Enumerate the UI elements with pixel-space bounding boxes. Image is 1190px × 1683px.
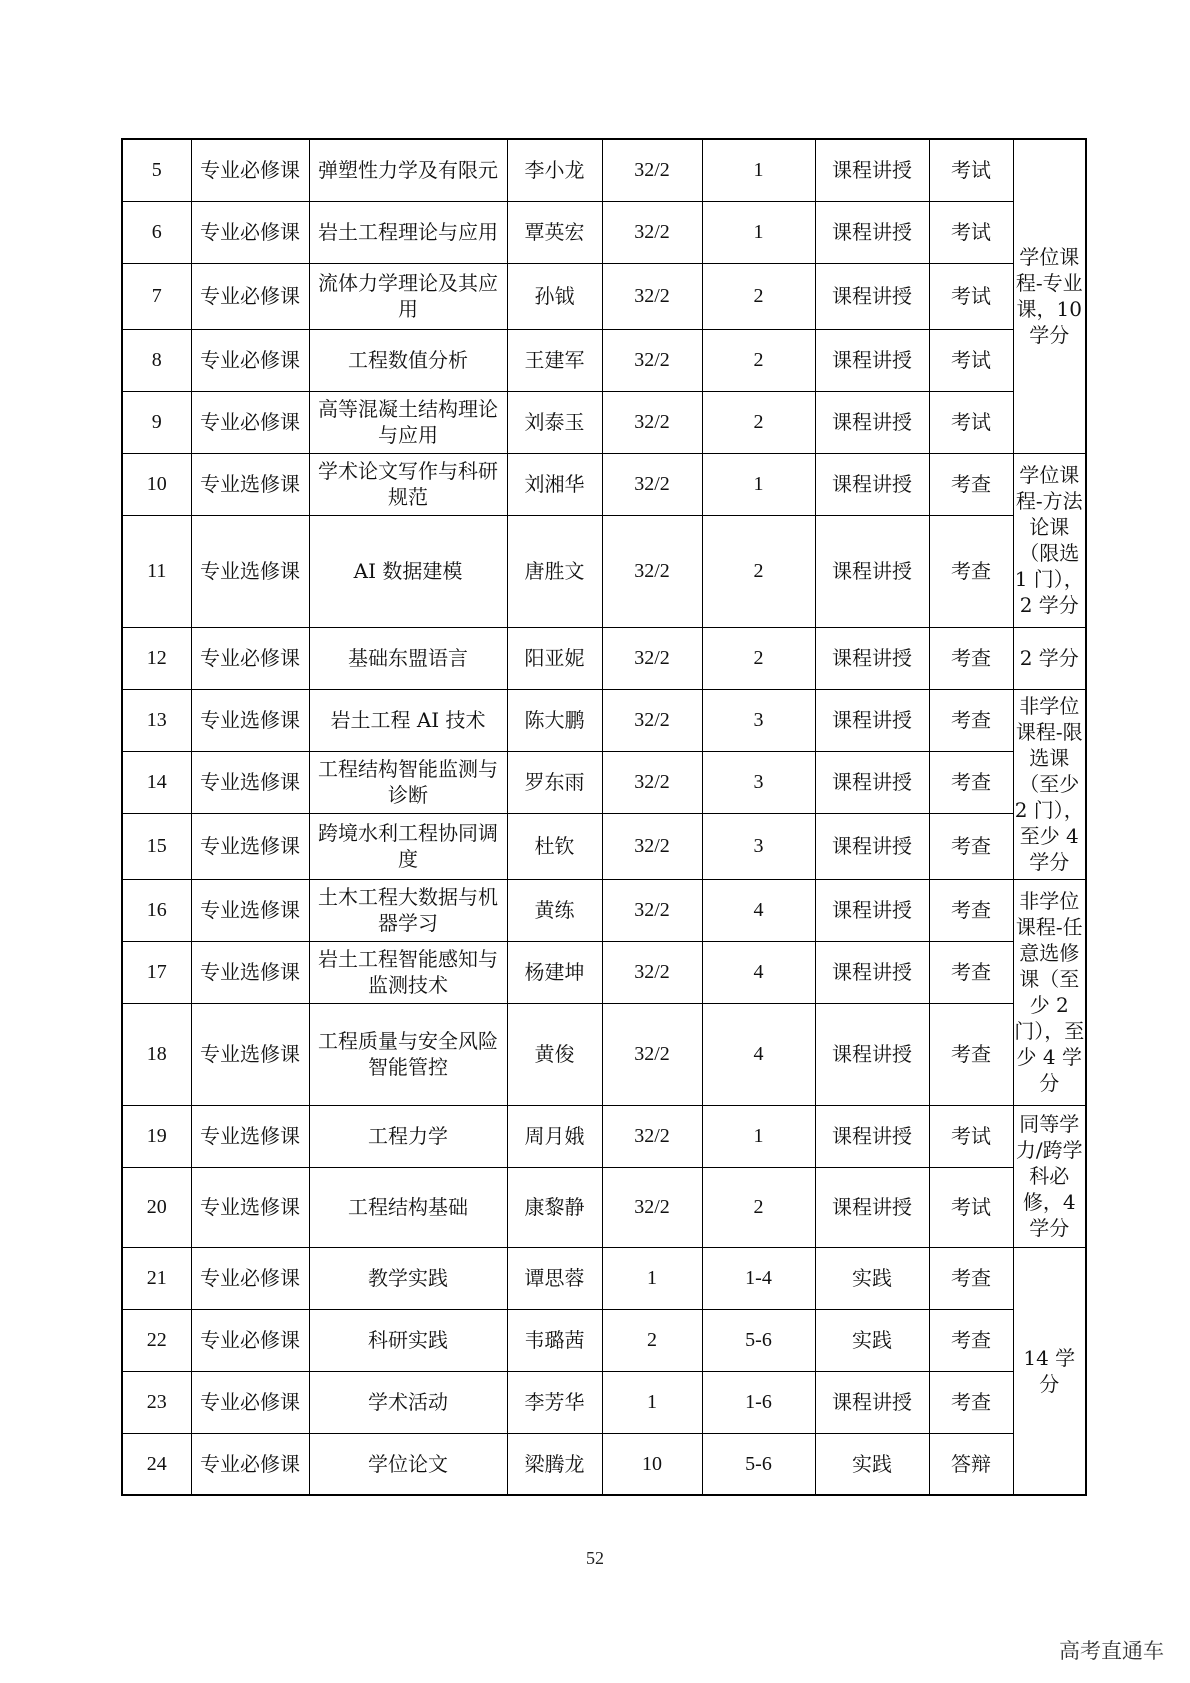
teaching-method-cell: 课程讲授	[815, 201, 929, 263]
credit-note-cell: 非学位课程-任意选修课（至少 2 门），至少 4 学分	[1013, 879, 1086, 1105]
course-name-cell: 学术论文写作与科研规范	[309, 453, 507, 515]
course-name-cell: 工程结构智能监测与诊断	[309, 751, 507, 813]
course-no-cell: 14	[122, 751, 191, 813]
teacher-name-cell: 黄俊	[507, 1003, 602, 1105]
hours-credits-cell: 32/2	[602, 263, 702, 329]
course-name-cell: 教学实践	[309, 1247, 507, 1309]
page-number: 52	[586, 1548, 604, 1568]
semester-cell: 3	[702, 751, 815, 813]
teacher-name-cell: 黄练	[507, 879, 602, 941]
hours-credits-cell: 32/2	[602, 1003, 702, 1105]
teaching-method-cell: 课程讲授	[815, 689, 929, 751]
course-name-cell: 工程数值分析	[309, 329, 507, 391]
teacher-name-cell: 李芳华	[507, 1371, 602, 1433]
credit-note-cell: 同等学力/跨学科必修，4 学分	[1013, 1105, 1086, 1247]
assessment-method-cell: 考试	[929, 201, 1013, 263]
table-row	[122, 1167, 1086, 1247]
table-row	[122, 263, 1086, 329]
teacher-name-cell: 杨建坤	[507, 941, 602, 1003]
hours-credits-cell: 32/2	[602, 879, 702, 941]
course-no-cell: 7	[122, 263, 191, 329]
semester-cell: 1	[702, 1105, 815, 1167]
semester-cell: 1-6	[702, 1371, 815, 1433]
assessment-method-cell: 考试	[929, 391, 1013, 453]
table-row	[122, 941, 1086, 1003]
teacher-name-cell: 唐胜文	[507, 515, 602, 627]
hours-credits-cell: 1	[602, 1247, 702, 1309]
course-type-cell: 专业必修课	[191, 329, 309, 391]
hours-credits-cell: 32/2	[602, 751, 702, 813]
hours-credits-cell: 32/2	[602, 139, 702, 201]
semester-cell: 1	[702, 201, 815, 263]
course-type-cell: 专业选修课	[191, 453, 309, 515]
assessment-method-cell: 考查	[929, 879, 1013, 941]
course-no-cell: 20	[122, 1167, 191, 1247]
semester-cell: 2	[702, 391, 815, 453]
table-row	[122, 879, 1086, 941]
course-no-cell: 12	[122, 627, 191, 689]
teacher-name-cell: 王建军	[507, 329, 602, 391]
semester-cell: 1-4	[702, 1247, 815, 1309]
teacher-name-cell: 罗东雨	[507, 751, 602, 813]
course-type-cell: 专业选修课	[191, 1003, 309, 1105]
course-type-cell: 专业选修课	[191, 1167, 309, 1247]
hours-credits-cell: 10	[602, 1433, 702, 1495]
hours-credits-cell: 32/2	[602, 941, 702, 1003]
table-row	[122, 689, 1086, 751]
course-type-cell: 专业选修课	[191, 941, 309, 1003]
course-name-cell: 岩土工程理论与应用	[309, 201, 507, 263]
course-name-cell: 高等混凝土结构理论与应用	[309, 391, 507, 453]
hours-credits-cell: 32/2	[602, 453, 702, 515]
assessment-method-cell: 考查	[929, 1003, 1013, 1105]
semester-cell: 2	[702, 515, 815, 627]
teacher-name-cell: 周月娥	[507, 1105, 602, 1167]
table-row	[122, 329, 1086, 391]
course-no-cell: 6	[122, 201, 191, 263]
course-no-cell: 21	[122, 1247, 191, 1309]
course-type-cell: 专业必修课	[191, 1247, 309, 1309]
hours-credits-cell: 32/2	[602, 1167, 702, 1247]
teaching-method-cell: 课程讲授	[815, 751, 929, 813]
hours-credits-cell: 32/2	[602, 627, 702, 689]
teaching-method-cell: 课程讲授	[815, 1003, 929, 1105]
teaching-method-cell: 课程讲授	[815, 813, 929, 879]
course-no-cell: 8	[122, 329, 191, 391]
teacher-name-cell: 梁腾龙	[507, 1433, 602, 1495]
table-row	[122, 515, 1086, 627]
teaching-method-cell: 课程讲授	[815, 879, 929, 941]
assessment-method-cell: 考试	[929, 1105, 1013, 1167]
teacher-name-cell: 覃英宏	[507, 201, 602, 263]
semester-cell: 1	[702, 139, 815, 201]
course-name-cell: 跨境水利工程协同调度	[309, 813, 507, 879]
hours-credits-cell: 32/2	[602, 391, 702, 453]
teaching-method-cell: 课程讲授	[815, 391, 929, 453]
course-type-cell: 专业选修课	[191, 689, 309, 751]
course-type-cell: 专业必修课	[191, 139, 309, 201]
course-no-cell: 24	[122, 1433, 191, 1495]
course-name-cell: 基础东盟语言	[309, 627, 507, 689]
table-row	[122, 1371, 1086, 1433]
course-no-cell: 11	[122, 515, 191, 627]
assessment-method-cell: 答辩	[929, 1433, 1013, 1495]
course-table	[121, 138, 1087, 1496]
teacher-name-cell: 谭思蓉	[507, 1247, 602, 1309]
table-row	[122, 1003, 1086, 1105]
teacher-name-cell: 陈大鹏	[507, 689, 602, 751]
course-type-cell: 专业必修课	[191, 391, 309, 453]
course-name-cell: 流体力学理论及其应用	[309, 263, 507, 329]
course-no-cell: 13	[122, 689, 191, 751]
semester-cell: 1	[702, 453, 815, 515]
course-no-cell: 15	[122, 813, 191, 879]
credit-note-cell: 学位课程-方法论课（限选 1 门），2 学分	[1013, 453, 1086, 627]
assessment-method-cell: 考查	[929, 1371, 1013, 1433]
teacher-name-cell: 阳亚妮	[507, 627, 602, 689]
assessment-method-cell: 考试	[929, 139, 1013, 201]
semester-cell: 3	[702, 689, 815, 751]
course-no-cell: 5	[122, 139, 191, 201]
teaching-method-cell: 课程讲授	[815, 1167, 929, 1247]
course-name-cell: 科研实践	[309, 1309, 507, 1371]
course-type-cell: 专业选修课	[191, 879, 309, 941]
semester-cell: 2	[702, 1167, 815, 1247]
teaching-method-cell: 课程讲授	[815, 329, 929, 391]
semester-cell: 2	[702, 263, 815, 329]
teaching-method-cell: 课程讲授	[815, 627, 929, 689]
teaching-method-cell: 实践	[815, 1433, 929, 1495]
hours-credits-cell: 32/2	[602, 689, 702, 751]
course-no-cell: 10	[122, 453, 191, 515]
course-name-cell: 学位论文	[309, 1433, 507, 1495]
course-name-cell: 岩土工程智能感知与监测技术	[309, 941, 507, 1003]
teacher-name-cell: 韦璐茜	[507, 1309, 602, 1371]
teaching-method-cell: 实践	[815, 1247, 929, 1309]
assessment-method-cell: 考查	[929, 689, 1013, 751]
credit-note-cell: 学位课程-专业课，10 学分	[1013, 139, 1086, 453]
teaching-method-cell: 课程讲授	[815, 1371, 929, 1433]
semester-cell: 4	[702, 941, 815, 1003]
course-type-cell: 专业必修课	[191, 1371, 309, 1433]
course-name-cell: 工程力学	[309, 1105, 507, 1167]
table-row	[122, 1309, 1086, 1371]
hours-credits-cell: 1	[602, 1371, 702, 1433]
course-name-cell: 土木工程大数据与机器学习	[309, 879, 507, 941]
teaching-method-cell: 课程讲授	[815, 453, 929, 515]
course-name-cell: 工程结构基础	[309, 1167, 507, 1247]
semester-cell: 5-6	[702, 1309, 815, 1371]
credit-note-cell: 14 学分	[1013, 1247, 1086, 1495]
assessment-method-cell: 考查	[929, 941, 1013, 1003]
hours-credits-cell: 32/2	[602, 329, 702, 391]
hours-credits-cell: 32/2	[602, 813, 702, 879]
hours-credits-cell: 32/2	[602, 1105, 702, 1167]
course-name-cell: AI 数据建模	[309, 515, 507, 627]
course-name-cell: 岩土工程 AI 技术	[309, 689, 507, 751]
course-no-cell: 22	[122, 1309, 191, 1371]
teacher-name-cell: 孙钺	[507, 263, 602, 329]
table-row	[122, 453, 1086, 515]
assessment-method-cell: 考试	[929, 1167, 1013, 1247]
semester-cell: 2	[702, 627, 815, 689]
hours-credits-cell: 2	[602, 1309, 702, 1371]
course-name-cell: 学术活动	[309, 1371, 507, 1433]
course-type-cell: 专业必修课	[191, 1309, 309, 1371]
assessment-method-cell: 考查	[929, 453, 1013, 515]
assessment-method-cell: 考查	[929, 751, 1013, 813]
teaching-method-cell: 课程讲授	[815, 1105, 929, 1167]
teacher-name-cell: 李小龙	[507, 139, 602, 201]
assessment-method-cell: 考试	[929, 263, 1013, 329]
teacher-name-cell: 杜钦	[507, 813, 602, 879]
semester-cell: 4	[702, 879, 815, 941]
course-no-cell: 16	[122, 879, 191, 941]
teaching-method-cell: 课程讲授	[815, 263, 929, 329]
semester-cell: 2	[702, 329, 815, 391]
course-type-cell: 专业选修课	[191, 751, 309, 813]
table-row	[122, 1247, 1086, 1309]
table-row	[122, 813, 1086, 879]
assessment-method-cell: 考查	[929, 627, 1013, 689]
table-row	[122, 139, 1086, 201]
course-no-cell: 18	[122, 1003, 191, 1105]
course-no-cell: 9	[122, 391, 191, 453]
course-type-cell: 专业必修课	[191, 201, 309, 263]
course-type-cell: 专业选修课	[191, 515, 309, 627]
course-type-cell: 专业选修课	[191, 1105, 309, 1167]
hours-credits-cell: 32/2	[602, 515, 702, 627]
assessment-method-cell: 考查	[929, 1309, 1013, 1371]
course-no-cell: 23	[122, 1371, 191, 1433]
teaching-method-cell: 课程讲授	[815, 941, 929, 1003]
course-type-cell: 专业选修课	[191, 813, 309, 879]
semester-cell: 3	[702, 813, 815, 879]
assessment-method-cell: 考查	[929, 515, 1013, 627]
course-type-cell: 专业必修课	[191, 1433, 309, 1495]
credit-note-cell: 2 学分	[1013, 627, 1086, 689]
table-row	[122, 201, 1086, 263]
teacher-name-cell: 康黎静	[507, 1167, 602, 1247]
watermark: 高考直通车	[1059, 1639, 1164, 1663]
course-no-cell: 17	[122, 941, 191, 1003]
course-type-cell: 专业必修课	[191, 627, 309, 689]
teacher-name-cell: 刘泰玉	[507, 391, 602, 453]
teacher-name-cell: 刘湘华	[507, 453, 602, 515]
table-row	[122, 391, 1086, 453]
course-no-cell: 19	[122, 1105, 191, 1167]
assessment-method-cell: 考试	[929, 329, 1013, 391]
credit-note-cell: 非学位课程-限选课（至少 2 门），至少 4 学分	[1013, 689, 1086, 879]
teaching-method-cell: 实践	[815, 1309, 929, 1371]
hours-credits-cell: 32/2	[602, 201, 702, 263]
course-name-cell: 弹塑性力学及有限元	[309, 139, 507, 201]
assessment-method-cell: 考查	[929, 1247, 1013, 1309]
table-row	[122, 1105, 1086, 1167]
semester-cell: 4	[702, 1003, 815, 1105]
assessment-method-cell: 考查	[929, 813, 1013, 879]
table-row	[122, 1433, 1086, 1495]
course-type-cell: 专业必修课	[191, 263, 309, 329]
table-row	[122, 627, 1086, 689]
semester-cell: 5-6	[702, 1433, 815, 1495]
teaching-method-cell: 课程讲授	[815, 139, 929, 201]
course-name-cell: 工程质量与安全风险智能管控	[309, 1003, 507, 1105]
teaching-method-cell: 课程讲授	[815, 515, 929, 627]
table-row	[122, 751, 1086, 813]
